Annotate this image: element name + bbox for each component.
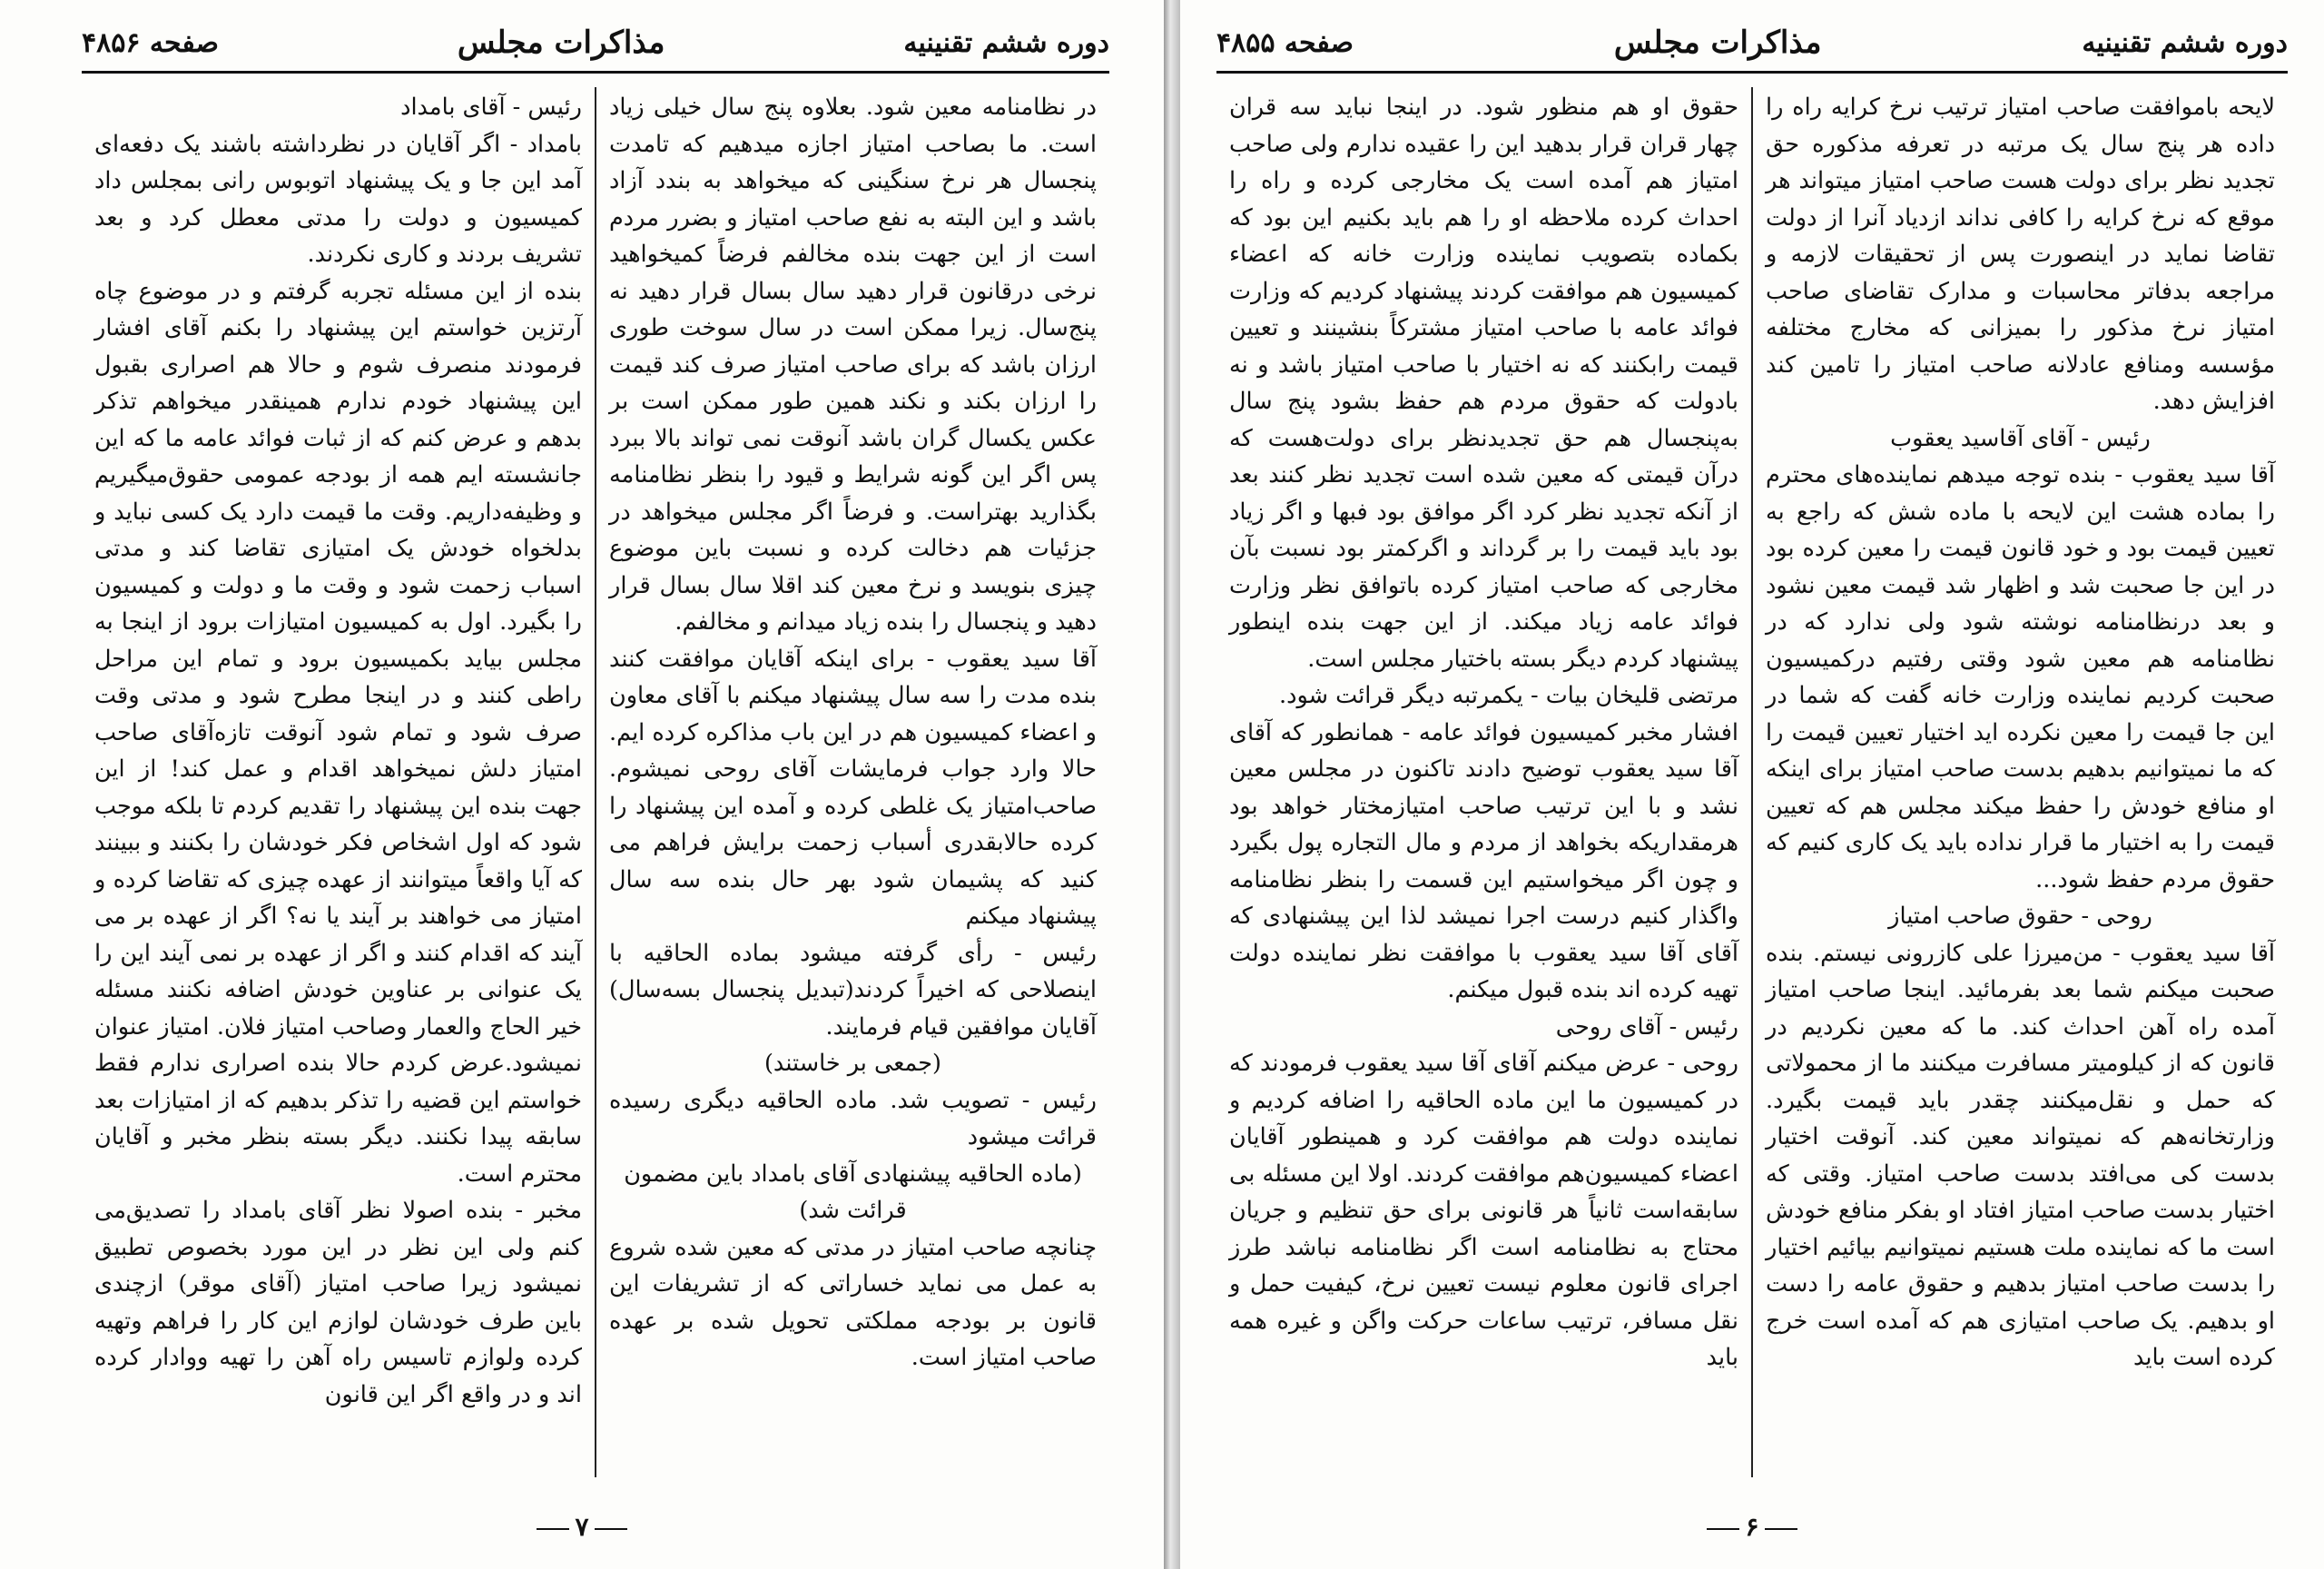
running-title: مذاکرات مجلس — [457, 25, 665, 61]
paragraph: بنده از این مسئله تجربه گرفتم و در موضوع چاه آرتزین خواستم این پیشنهاد را بکنم آقای افشار فرمودند منصرف شوم و حالا هم اصراری بقبول این پیشنهاد خودم ندارم همینقدر میخواهم تذکر بدهم و عرض کنم که از ثبات فوائد عامه ما که این جانشسته ایم همه از بودجه عمومی حقوق‌میگیریم و وظیفه‌داریم. وقت ما قیمت دارد یک کسی نباید و بدلخواه خودش یک امتیازی تقاضا کند و مدتی اسباب زحمت شود و وقت ما و دولت و کمیسیون را بگیرد. اول به کمیسیون امتیازات برود از اینجا به مجلس بیاید بکمیسیون برود و تمام این مراحل راطی کنند و در اینجا مطرح شود و مدتی وقت صرف شود و تمام شود آنوقت تازه‌آقای صاحب امتیاز دلش نمیخواهد اقدام و عمل کند! از این جهت بنده این پیشنهاد را تقدیم کردم تا بلکه موجب شود که اول اشخاص فکر خودشان را بکنند و ببینند که آیا واقعاً میتوانند از عهده چیزی که تقاضا کرده و امتیاز می خواهند بر آیند یا نه؟ اگر از عهده بر می آیند که اقدام کنند و اگر از عهده بر نمی آیند این را یک عنوانی بر عناوین خودش اضافه نکنند مسئله خیر الحاج والعمار وصاحب امتیاز فلان. امتیاز عنوان نمیشود.عرض کردم حالا بنده اصراری ندارم فقط خواستم این قضیه را تذکر بدهیم که از امتیازات بعد سابقه پیدا نکنند. دیگر بسته بنظر مخبر و آقایان محترم است. — [94, 277, 582, 1188]
right-page — [1180, 0, 2324, 1569]
right-page-columns — [1216, 82, 2288, 1483]
running-title: مذاکرات مجلس — [1613, 25, 1822, 61]
paragraph: در نظامنامه معین شود. بعلاوه پنج سال خیلی زیاد است. ما بصاحب امتیاز اجازه میدهیم که تامدت پنجسال هر نرخ سنگینی که میخواهد به بندد آزاد باشد و این البته به نفع صاحب امتیاز و بضرر مردم است از این جهت بنده مخالفم فرضاً کمیخواهید نرخی درقانون قرار دهید سال بسال قرار دهید نه پنج‌سال. زیرا ممکن است در سال سوخت طوری ارزان باشد که برای صاحب امتیاز صرف کند قیمت را ارزان بکند و نکند همین طور ممکن است بر عکس یکسال گران باشد آنوقت نمی تواند بالا ببرد پس اگر این گونه شرایط و قیود را بنظر نظامنامه بگذارید بهتراست. و فرضاً اگر مجلس میخواهد در جزئیات هم دخالت کرده و نسبت باین موضوع چیزی بنویسد و نرخ معین کند اقلا سال بسال قرار دهید و پنجسال را بنده زیاد میدانم و مخالفم. — [609, 94, 1097, 636]
paragraph: رئیس - رأی گرفته میشود بماده الحاقیه با اینصلاحی که اخیراً کردند(تبدیل پنجسال بسه‌سال) آقایان موافقین قیام فرمایند. — [609, 939, 1097, 1041]
header-rule — [82, 71, 1109, 74]
page-number: صفحه ۴۸۵۵ — [1216, 26, 1354, 59]
paragraph: حقوق او هم منظور شود. در اینجا نباید سه قران چهار قران قرار بدهید این را عقیده ندارم ولی صاحب امتیاز هم آمده است یک مخارجی کرده و راه را احداث کرده ملاحظه او را هم باید بکنیم این بود که بکماده بتصویب نماینده وزارت خانه که اعضاء کمیسیون هم موافقت کردند پیشنهاد کردیم که وزارت فوائد عامه با صاحب امتیاز مشترکاً بنشینند و تعیین قیمت رابکنند که نه اختیار با صاحب امتیاز باشد و نه بادولت که حقوق مردم هم حفظ بشود پنج سال به‌پنجسال هم حق تجدیدنظر برای دولت‌هست که درآن قیمتی که معین شده است تجدید نظر کنند بعد از آنکه تجدید نظر کرد اگر موافق بود فبها و اگر زیاد بود باید قیمت را بر گرداند و اگرکمتر بود نسبت بآن مخارجی که صاحب امتیاز کرده باتوافق نظر وزارت فوائد عامه زیاد میکند. از این جهت بنده اینطور پیشنهاد کردم دیگر بسته باختیار مجلس است. — [1229, 94, 1738, 673]
paragraph: رئیس - آقای بامداد — [400, 94, 582, 121]
paragraph: مخبر - بنده اصولا نظر آقای بامداد را تصدیق‌می کنم ولی این نظر در این مورد بخصوص تطبیق نمیشود زیرا صاحب امتیاز (آقای موقر) ازچندی باین طرف خودشان لوازم این کار را فراهم وتهیه کرده ولوازم تاسیس راه آهن را تهیه ووادار کرده اند و در واقع اگر این قانون — [94, 1197, 582, 1408]
page-footer — [1180, 1512, 2324, 1542]
header-rule — [1216, 71, 2288, 74]
paragraph: افشار مخبر کمیسیون فوائد عامه - همانطور که آقای آقا سید یعقوب توضیح دادند تاکنون در مجلس معین نشد و با این ترتیب صاحب امتیازمختار خواهد بود هرمقداریکه بخواهد از مردم و مال التجاره پول بگیرد و چون اگر میخواستیم این قسمت را بنظر نظامنامه واگذار کنیم درست اجرا نمیشد لذا این پیشنهادی که آقای آقا سید یعقوب با موافقت نظر نماینده دولت تهیه کرده اند بنده قبول میکنم. — [1229, 718, 1738, 1003]
paragraph: مرتضی قلیخان بیات - یکمرتبه دیگر قرائت شود. — [1279, 682, 1738, 709]
paragraph: رئیس - آقای آقاسید یعقوب — [1890, 424, 2151, 452]
paragraph: روحی - عرض میکنم آقای آقا سید یعقوب فرمودند که در کمیسیون ما این ماده الحاقیه را اضافه کردیم و نماینده دولت هم موافقت کرد و همینطور آقایان اعضاء کمیسیون‌هم موافقت کردند. اولا این مسئله بی سابقه‌است ثانیاً هر قانونی برای حق تنظیم و جریان محتاج به نظامنامه است اگر نظامنامه نباشد طرز اجرای قانون معلوم نیست تعیین نرخ، کیفیت حمل و نقل مسافر، ترتیب ساعات حرکت واگن و غیره همه باید — [1229, 1050, 1738, 1371]
left-page-columns — [82, 82, 1109, 1483]
paragraph: (ماده الحاقیه پیشنهادی آقای بامداد باین مضمون قرائت شد) — [624, 1159, 1082, 1224]
paragraph: (جمعی بر خاستند) — [763, 1050, 941, 1077]
column-left — [1216, 82, 1751, 1483]
paragraph: آقا سید یعقوب - من‌میرزا علی کازرونی نیستم. بنده صحبت میکنم شما بعد بفرمائید. اینجا صاحب امتیاز آمده راه آهن احداث کند. ما که معین نکردیم در قانون که از کیلوميتر مسافرت میکنند ما از محمولاتی که حمل و نقل‌میکنند چقدر باید قیمت بگیرد. وزارتخانه‌هم که نمیتواند معین کند. آنوقت اختیار بدست کی می‌افتد بدست صاحب امتیاز. وقتی که اختیار بدست صاحب امتیاز افتاد او بفکر منافع خودش است ما که نماینده ملت هستیم نمیتوانیم بیائیم اختیار را بدست صاحب امتیاز بدهیم و حقوق عامه را دست او بدهیم. یک صاحب امتیازی هم که آمده است خرج کرده است باید — [1766, 939, 2275, 1371]
book-gutter — [1164, 0, 1180, 1569]
session-label: دوره ششم تقنینیه — [903, 26, 1109, 59]
left-page-header — [82, 16, 1109, 69]
paragraph: آقا سید یعقوب - برای اینکه آقایان موافقت کنند بنده مدت را سه سال پیشنهاد میکنم با آقای معاون و اعضاء کمیسیون هم در این باب مذاکره کرده ایم. حالا وارد جواب فرمایشات آقای روحی نمیشوم. صاحب‌امتیاز یک غلطی کرده و آمده این پیشنهاد را کرده حالابقدری أسباب زحمت برایش فراهم می کنید که پشیمان شود بهر حال بنده سه سال پیشنهاد میکنم — [609, 645, 1097, 930]
paragraph: چنانچه صاحب امتیاز در مدتی که معین شده شروع به عمل می نماید خساراتی که از تشریفات این قانون بر بودجه مملکتی تحویل شده بر عهده صاحب امتیاز است. — [609, 1233, 1097, 1371]
right-page-header — [1216, 16, 2288, 69]
session-label: دوره ششم تقنینیه — [2082, 26, 2288, 59]
footer-page-number: ۶ — [1745, 1512, 1759, 1542]
paragraph: روحی - حقوق صاحب امتیاز — [1888, 903, 2152, 930]
paragraph: بامداد - اگر آقایان در نظرداشته باشند یک دفعه‌ای آمد این جا و یک پیشنهاد اتوبوس رانی بمجلس داد کمیسیون و دولت را مدتی معطل کرد و بعد تشریف بردند و کاری نکردند. — [94, 130, 582, 268]
footer-page-number: ۷ — [575, 1512, 589, 1542]
paragraph: رئیس - آقای روحی — [1555, 1012, 1738, 1041]
page-footer — [0, 1512, 1164, 1542]
paragraph: لایحه باموافقت صاحب امتیاز ترتیب نرخ کرایه راه را داده هر پنج سال یک مرتبه در تعرفه مذکوره حق تجدید نظر برای دولت هست صاحب امتیاز میتواند هر موقع که نرخ کرایه را کافی نداند ازدیاد آنرا از دولت تقاضا نماید در اینصورت پس از تحقیقات لازمه و مراجعه بدفاتر محاسبات و مدارک تقاضای صاحب امتیاز نرخ مذکور را بمیزانی که مخارج مختلفه مؤسسه ومنافع عادلانه صاحب امتیاز را تامین کند افزایش دهد. — [1766, 94, 2275, 415]
paragraph: رئیس - تصویب شد. ماده الحاقیه دیگری رسیده قرائت میشود — [609, 1086, 1097, 1150]
column-right — [1753, 82, 2288, 1483]
column-right — [596, 82, 1109, 1483]
column-left — [82, 82, 595, 1483]
page-number: صفحه ۴۸۵۶ — [82, 26, 219, 59]
paragraph: آقا سید یعقوب - بنده توجه میدهم نماینده‌های محترم را بماده هشت این لایحه با ماده شش که راجع به تعیین قیمت بود و خود قانون قیمت را معین کرده بود در این جا صحبت شد و اظهار شد قیمت معین نشود و بعد درنظامنامه نوشته شود ولی ندارد که در نظامنامه هم معین شود وقتی رفتیم درکمیسیون صحبت کردیم نماینده وزارت خانه گفت که شما در این جا قیمت را معین نکرده اید اختیار تعیین قیمت را که ما نمیتوانیم بدهیم بدست صاحب امتیاز برای اینکه او منافع خودش را حفظ میکند مجلس هم که تعیین قیمت را به اختیار ما قرار نداده باید یک کاری کنیم که حقوق مردم حفظ شود... — [1766, 461, 2275, 893]
